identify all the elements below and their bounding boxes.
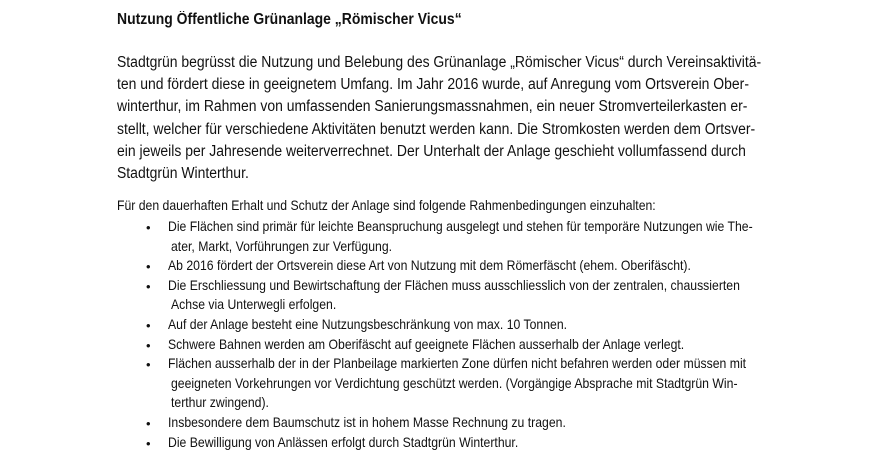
list-item-line: geeigneten Vorkehrungen vor Verdichtung geschützt werden. (Vorgängige Absprache mit Stadtgrün Win- — [171, 375, 738, 391]
list-item-line: Insbesondere dem Baumschutz ist in hohem Masse Rechnung zu tragen. — [168, 415, 566, 430]
list-item-line: ater, Markt, Vorführungen zur Verfügung. — [171, 238, 393, 254]
bullet-icon: • — [146, 337, 151, 353]
list-item-line: Flächen ausserhalb der in der Planbeilage markierten Zone dürfen nicht befahren werden oder müssen mit — [168, 356, 747, 372]
bullet-icon: • — [146, 259, 151, 275]
paragraph-line: Stadtgrün Winterthur. — [117, 165, 249, 182]
list-item-line: Schwere Bahnen werden am Oberifäscht auf geeignete Flächen ausserhalb der Anlage verlegt. — [168, 336, 685, 352]
list-item-line: Auf der Anlage besteht eine Nutzungsbeschränkung von max. 10 Tonnen. — [168, 317, 568, 332]
paragraph-line: ten und fördert diese in geeignetem Umfang. Im Jahr 2016 wurde, auf Anregung vom Ortsverein Ober- — [117, 76, 749, 94]
paragraph-line: stellt, welcher für verschiedene Aktivitäten benutzt werden kann. Die Stromkosten werden dem Ortsver- — [117, 120, 756, 138]
list-item-line: Ab 2016 fördert der Ortsverein diese Art von Nutzung mit dem Römerfäscht (ehem. Oberifäscht). — [168, 258, 691, 274]
paragraph-line: Stadtgrün begrüsst die Nutzung und Belebung des Grünanlage „Römischer Vicus“ durch Vereinsaktivitä- — [117, 54, 762, 71]
document-title: Nutzung Öffentliche Grünanlage „Römischer Vicus“ — [117, 11, 462, 28]
bullet-icon: • — [146, 416, 151, 431]
list-item-line: terthur zwingend). — [171, 395, 269, 411]
list-item-line: Die Flächen sind primär für leichte Beanspruchung ausgelegt und stehen für temporäre Nutzungen wie The- — [168, 219, 753, 234]
bullet-icon: • — [146, 318, 151, 333]
paragraph-line: winterthur, im Rahmen von umfassenden Sanierungsmassnahmen, ein neuer Stromverteilerkasten er- — [117, 98, 748, 116]
bullet-icon: • — [146, 435, 151, 451]
bullet-icon: • — [146, 357, 151, 373]
list-intro: Für den dauerhaften Erhalt und Schutz der Anlage sind folgende Rahmenbedingungen einzuhalten: — [117, 198, 656, 213]
list-item-line: Die Erschliessung und Bewirtschaftung der Flächen muss ausschliesslich von der zentralen, chaussierten — [168, 277, 740, 293]
list-item-line: Achse via Unterwegli erfolgen. — [171, 297, 337, 313]
paragraph-line: ein jeweils per Jahresende weiterverrechnet. Der Unterhalt der Anlage geschieht vollumfassend durch — [117, 142, 746, 160]
bullet-icon: • — [146, 220, 151, 235]
list-item-line: Die Bewilligung von Anlässen erfolgt durch Stadtgrün Winterthur. — [168, 434, 519, 450]
bullet-icon: • — [146, 278, 151, 294]
